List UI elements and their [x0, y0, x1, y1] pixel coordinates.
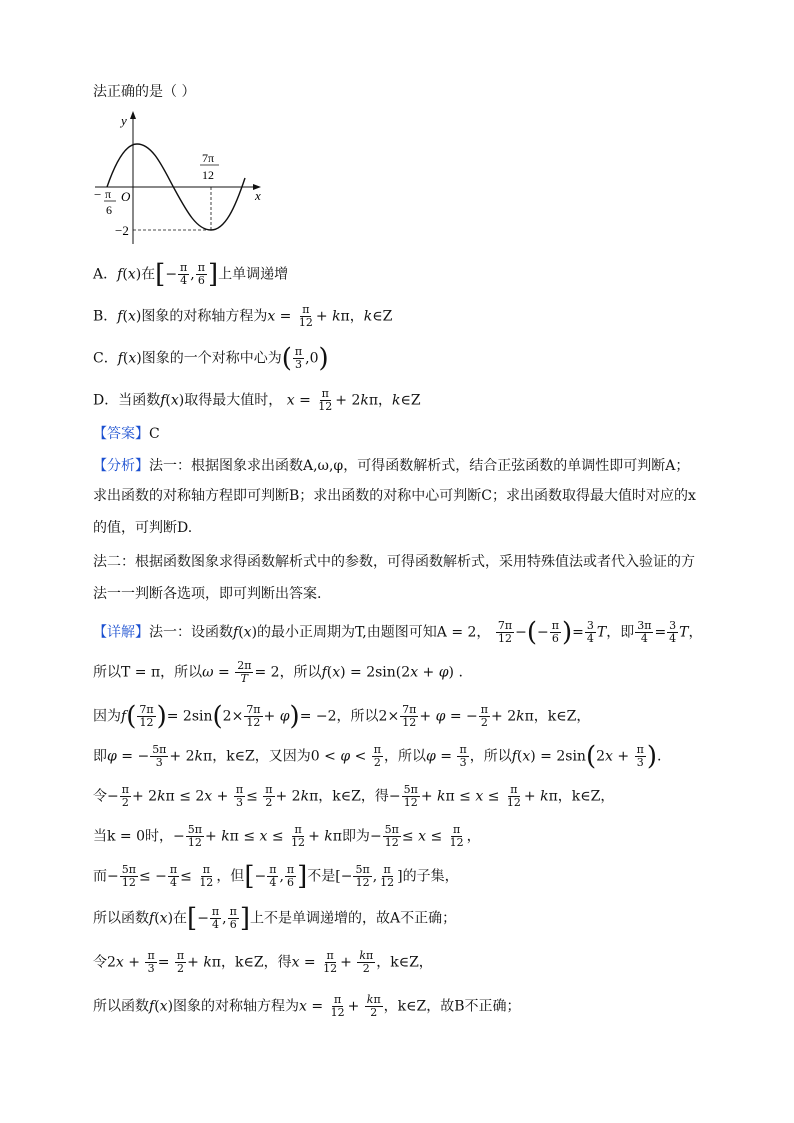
origin-label: O — [121, 189, 131, 204]
option-c[interactable]: C．f(x)图象的一个对称中心为( $\frac{\pi}{3}$ ,0) — [93, 343, 329, 374]
analysis-line-2: 求出函数的对称轴方程即可判断B；求出函数的对称中心可判断C；求出函数取得最大值时对应的x — [93, 488, 696, 504]
detail-line-1: 【详解】法一：设函数f(x)的最小正周期为T,由题图可知A = 2， $\frac{7\pi}{12}$ −(− $\frac{\pi}{6}$ )= $\frac{3}{4}$ T，即 $\frac{3\pi}{4}$ = $\frac{3}{4}$ T， — [93, 617, 703, 648]
option-d[interactable]: D．当函数f(x)取得最大值时， x = $\frac{\pi}{12}$ + 2kπ，k∈Z — [93, 387, 421, 413]
detail-line-5: 令− $\frac{\pi}{2}$ + 2kπ ≤ 2x + $\frac{\pi}{3}$ ≤ $\frac{\pi}{2}$ + 2kπ，k∈Z，得− $\frac{5\pi}{12}$ + kπ ≤ x ≤ $\frac{\pi}{12}$ + kπ，k∈Z， — [93, 783, 615, 809]
detail-line-3: 因为f( $\frac{7\pi}{12}$ )= 2sin(2× $\frac{7\pi}{12}$ + φ)= −2，所以2× $\frac{7\pi}{12}$ + φ = − $\frac{\pi}{2}$ + 2kπ，k∈Z， — [93, 701, 591, 732]
detail-line-10: 所以函数f(x)图象的对称轴方程为x = $\frac{\pi}{12}$ + $\frac{k\pi}{2}$ ，k∈Z，故B不正确； — [93, 993, 521, 1019]
analysis-line-1: 【分析】法一：根据图象求出函数A,ω,φ，可得函数解析式，结合正弦函数的单调性即可判断A； — [93, 458, 690, 474]
x-right-den: 12 — [202, 168, 214, 182]
y-label: y — [121, 113, 127, 128]
option-a[interactable]: A．f(x)在[− $\frac{\pi}{4}$ , $\frac{\pi}{6}$ ]上单调递增 — [93, 259, 289, 290]
detail-line-6: 当k = 0时，− $\frac{5\pi}{12}$ + kπ ≤ x ≤ $\frac{\pi}{12}$ + kπ即为− $\frac{5\pi}{12}$ ≤ x ≤ $\frac{\pi}{12}$ ， — [93, 823, 481, 849]
question-stem: 法正确的是（ ） — [93, 84, 196, 100]
analysis-line-5: 法一一判断各选项，即可判断出答案. — [93, 586, 322, 602]
answer-line: 【答案】C — [93, 426, 160, 442]
x-left-den: 6 — [106, 203, 112, 217]
analysis-line-4: 法二：根据函数图象求得函数解析式中的参数，可得函数解析式，采用特殊值法或者代入验证的方 — [93, 554, 695, 570]
detail-line-7: 而− $\frac{5\pi}{12}$ ≤ − $\frac{\pi}{4}$ ≤ $\frac{\pi}{12}$ ，但[− $\frac{\pi}{4}$ , $\frac{\pi}{6}$ ]不是[− $\frac{5\pi}{12}$ , $\frac{\pi}{12}$ ]的子集， — [93, 861, 459, 892]
y-axis-arrow — [130, 111, 136, 119]
detail-line-2: 所以T = π，所以ω = $\frac{2\pi}{T}$ = 2，所以f(x) = 2sin(2x + φ) . — [93, 659, 463, 685]
detail-line-9: 令2x + $\frac{\pi}{3}$ = $\frac{\pi}{2}$ + kπ，k∈Z，得x = $\frac{\pi}{12}$ + $\frac{k\pi}{2}$ ，k∈Z， — [93, 949, 433, 975]
analysis-line-3: 的值，可判断D. — [93, 520, 193, 536]
x-left-sign: − — [94, 187, 102, 202]
detail-line-4: 即φ = − $\frac{5\pi}{3}$ + 2kπ，k∈Z，又因为0 < φ < $\frac{\pi}{2}$ ，所以φ = $\frac{\pi}{3}$ ，所以f(x) = 2sin(2x + $\frac{\pi}{3}$ ). — [93, 741, 662, 772]
y-min-label: −2 — [115, 223, 129, 238]
sine-graph — [93, 108, 273, 246]
x-left-num: π — [105, 187, 112, 201]
option-b[interactable]: B．f(x)图象的对称轴方程为x = $\frac{\pi}{12}$ + kπ，k∈Z — [93, 303, 393, 329]
x-label: x — [255, 188, 261, 203]
detail-line-8: 所以函数f(x)在[− $\frac{\pi}{4}$ , $\frac{\pi}{6}$ ]上不是单调递增的，故A不正确； — [93, 903, 457, 934]
x-right-num: 7π — [202, 151, 215, 165]
